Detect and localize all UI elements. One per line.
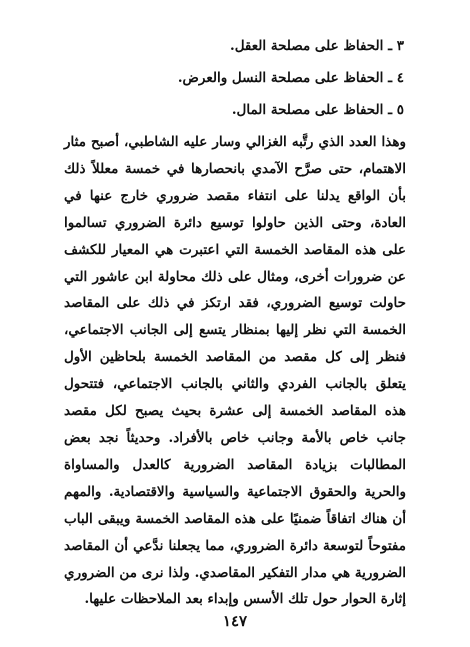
body-paragraph: وهذا العدد الذي رتَّبه الغزالي وسار عليه الشاطبي، أصبح مثار الاهتمام، حتى صرَّح الآمدي بانحصارها في خمسة معللاً ذلك بأن الواقع يدلنا على انتفاء مقصد ضروري خارج عنها في العادة، وحتى الذين حاولوا توسيع دائرة الضروري تسالموا على هذه المقاصد الخمسة التي اعتبرت هي المعيار للكشف عن ضرورات أخرى، ومثال على ذلك محاولة ابن عاشور التي حاولت توسيع الضروري، فقد ارتكز في ذلك على المقاصد الخمسة التي نظر إليها بمنظار يتسع إلى الجانب الاجتماعي، فنظر إلى كل مقصد من المقاصد الخمسة بلحاظين الأول يتعلق بالجانب الفردي والثاني بالجانب الاجتماعي، فتتحول هذه المقاصد الخمسة إلى عشرة بحيث يصبح لكل مقصد جانب خاص بالأمة وجانب خاص بالأفراد. وحديثاً نجد بعض المطالبات بزيادة المقاصد الضرورية كالعدل والمساواة والحرية والحقوق الاجتماعية والسياسية والاقتصادية. والمهم أن هناك اتفاقاً ضمنيًا على هذه المقاصد الخمسة ويبقى الباب مفتوحاً لتوسعة دائرة الضروري، مما يجعلنا ندَّعي أن المقاصد الضرورية هي مدار التفكير المقاصدي. ولذا نرى من الضروري إثارة الحوار حول تلك الأسس وإبداء بعد الملاحظات عليها. bbox=[64, 134, 406, 608]
list-item: ٤ ـ الحفاظ على مصلحة النسل والعرض. bbox=[177, 70, 404, 86]
list-item: ٣ ـ الحفاظ على مصلحة العقل. bbox=[230, 38, 404, 54]
objectives-list bbox=[24, 30, 404, 126]
page-number: ١٤٧ bbox=[222, 612, 248, 630]
list-item: ٥ ـ الحفاظ على مصلحة المال. bbox=[231, 102, 404, 118]
